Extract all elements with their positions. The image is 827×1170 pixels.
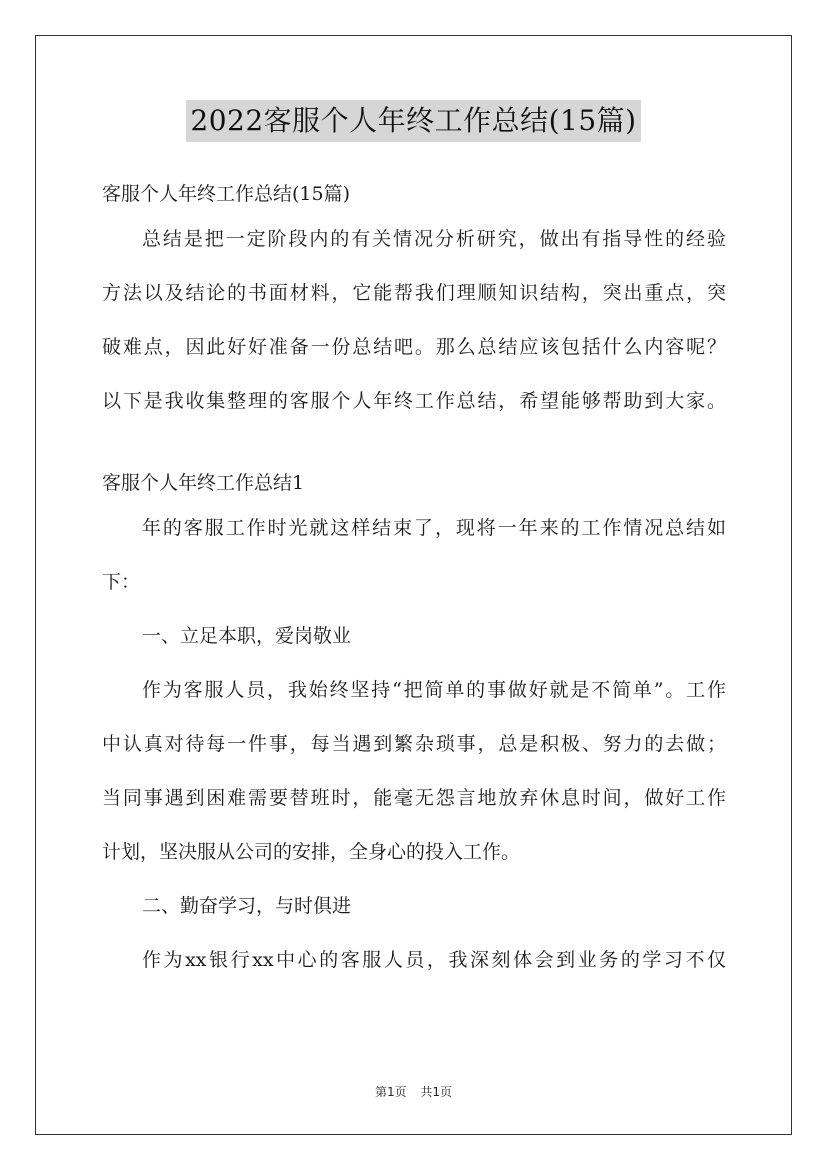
section-intro-line: 年的客服工作时光就这样结束了，现将一年来的工作情况总结如 xyxy=(142,517,726,539)
paragraph-gap xyxy=(102,433,726,461)
point2-line: 作为xx银行xx中心的客服人员，我深刻体会到业务的学习不仅 xyxy=(142,949,726,971)
intro-line: 方法以及结论的书面材料，它能帮我们理顺知识结构，突出重点，突 xyxy=(102,282,726,304)
intro-line: 总结是把一定阶段内的有关情况分析研究，做出有指导性的经验 xyxy=(142,228,726,250)
point1-line: 计划，坚决服从公司的安排，全身心的投入工作。 xyxy=(102,841,521,863)
point2-heading: 二、勤奋学习，与时俱进 xyxy=(142,895,352,917)
intro-line: 以下是我收集整理的客服个人年终工作总结，希望能够帮助到大家。 xyxy=(102,390,726,412)
point1-heading: 一、立足本职，爱岗敬业 xyxy=(142,625,352,647)
intro-line: 破难点，因此好好准备一份总结吧。那么总结应该包括什么内容呢？ xyxy=(102,336,726,358)
page-number-total: 共1页 xyxy=(420,1085,453,1099)
document-subtitle: 客服个人年终工作总结(15篇) xyxy=(102,183,351,205)
point1-line: 当同事遇到困难需要替班时，能毫无怨言地放弃休息时间，做好工作 xyxy=(102,787,726,809)
page-number-current: 第1页 xyxy=(374,1085,407,1099)
document-title: 2022客服个人年终工作总结(15篇) xyxy=(186,100,640,142)
point1-line: 中认真对待每一件事，每当遇到繁杂琐事，总是积极、努力的去做； xyxy=(102,733,726,755)
document-body xyxy=(102,172,726,992)
section-heading: 客服个人年终工作总结1 xyxy=(102,472,305,494)
section-intro-line: 下： xyxy=(102,571,141,593)
title-container xyxy=(0,100,827,142)
page-footer xyxy=(0,1083,827,1100)
point1-line: 作为客服人员，我始终坚持“把简单的事做好就是不简单”。工作 xyxy=(142,679,726,701)
